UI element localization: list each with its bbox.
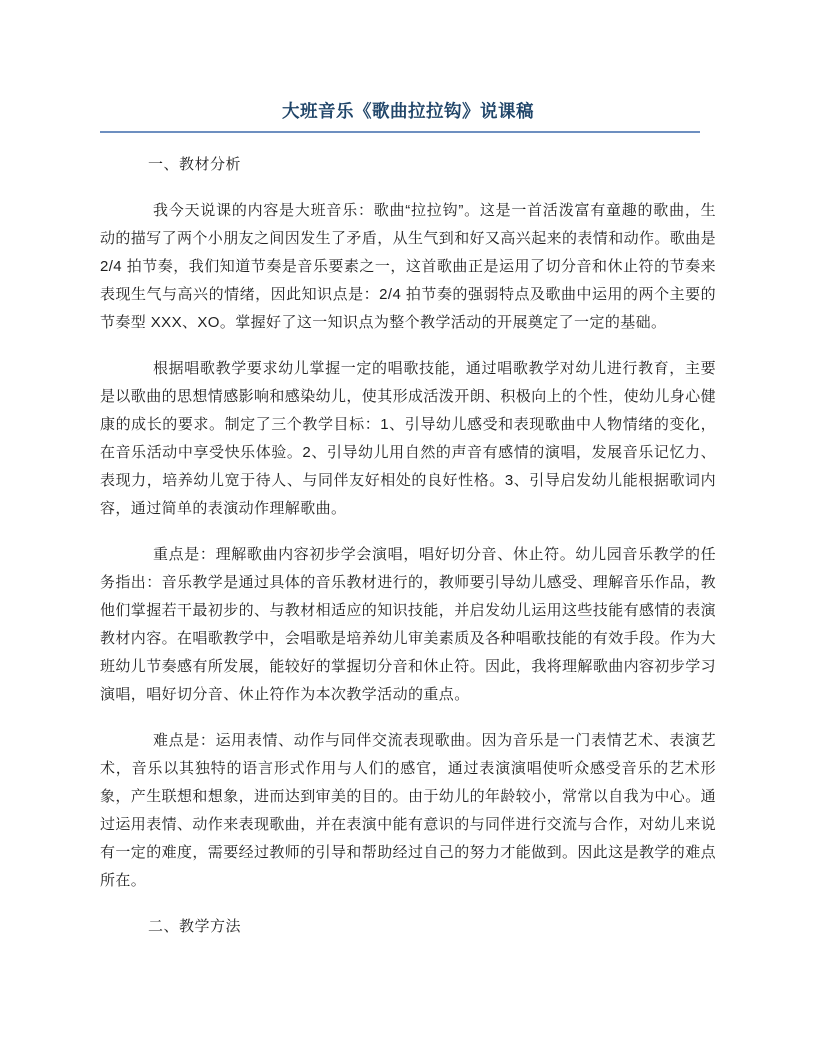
section-heading-teaching-methods: 二、教学方法: [148, 918, 242, 935]
paragraph-song-introduction: 我今天说课的内容是大班音乐：歌曲“拉拉钩”。这是一首活泼富有童趣的歌曲，生动的描写了两个小朋友之间因发生了矛盾，从生气到和好又高兴起来的表情和动作。歌曲是 2/4 拍节奏，我们知道节奏是音乐要素之一，这首歌曲正是运用了切分音和休止符的节奏来表现生气与高兴的情绪，因此知识点是：2/4 拍节奏的强弱特点及歌曲中运用的两个主要的节奏型 XXX、XO。掌握好了这一知识点为整个教学活动的开展奠定了一定的基础。: [100, 202, 717, 331]
paragraph-teaching-goals: 根据唱歌教学要求幼儿掌握一定的唱歌技能，通过唱歌教学对幼儿进行教育，主要是以歌曲的思想情感影响和感染幼儿，使其形成活泼开朗、积极向上的个性，使幼儿身心健康的成长的要求。制定了三个教学目标：1、引导幼儿感受和表现歌曲中人物情绪的变化，在音乐活动中享受快乐体验。2、引导幼儿用自然的声音有感情的演唱，发展音乐记忆力、表现力，培养幼儿宽于待人、与同伴友好相处的良好性格。3、引导启发幼儿能根据歌词内容，通过简单的表演动作理解歌曲。: [100, 360, 717, 517]
page-title: 大班音乐《歌曲拉拉钩》说课稿: [282, 101, 534, 121]
paragraph-difficult-points: 难点是：运用表情、动作与同伴交流表现歌曲。因为音乐是一门表情艺术、表演艺术，音乐以其独特的语言形式作用与人们的感官，通过表演演唱使听众感受音乐的艺术形象，产生联想和想象，进而达到审美的目的。由于幼儿的年龄较小，常常以自我为中心。通过运用表情、动作来表现歌曲，并在表演中能有意识的与同伴进行交流与合作，对幼儿来说有一定的难度，需要经过教师的引导和帮助经过自己的努力才能做到。因此这是教学的难点所在。: [100, 732, 717, 889]
paragraph-key-points: 重点是：理解歌曲内容初步学会演唱，唱好切分音、休止符。幼儿园音乐教学的任务指出：音乐教学是通过具体的音乐教材进行的，教师要引导幼儿感受、理解音乐作品，教他们掌握若干最初步的、与教材相适应的知识技能，并启发幼儿运用这些技能有感情的表演教材内容。在唱歌教学中，会唱歌是培养幼儿审美素质及各种唱歌技能的有效手段。作为大班幼儿节奏感有所发展，能较好的掌握切分音和休止符。因此，我将理解歌曲内容初步学习演唱，唱好切分音、休止符作为本次教学活动的重点。: [100, 546, 717, 703]
section-heading-material-analysis: 一、教材分析: [148, 156, 242, 173]
title-divider: [100, 131, 700, 133]
